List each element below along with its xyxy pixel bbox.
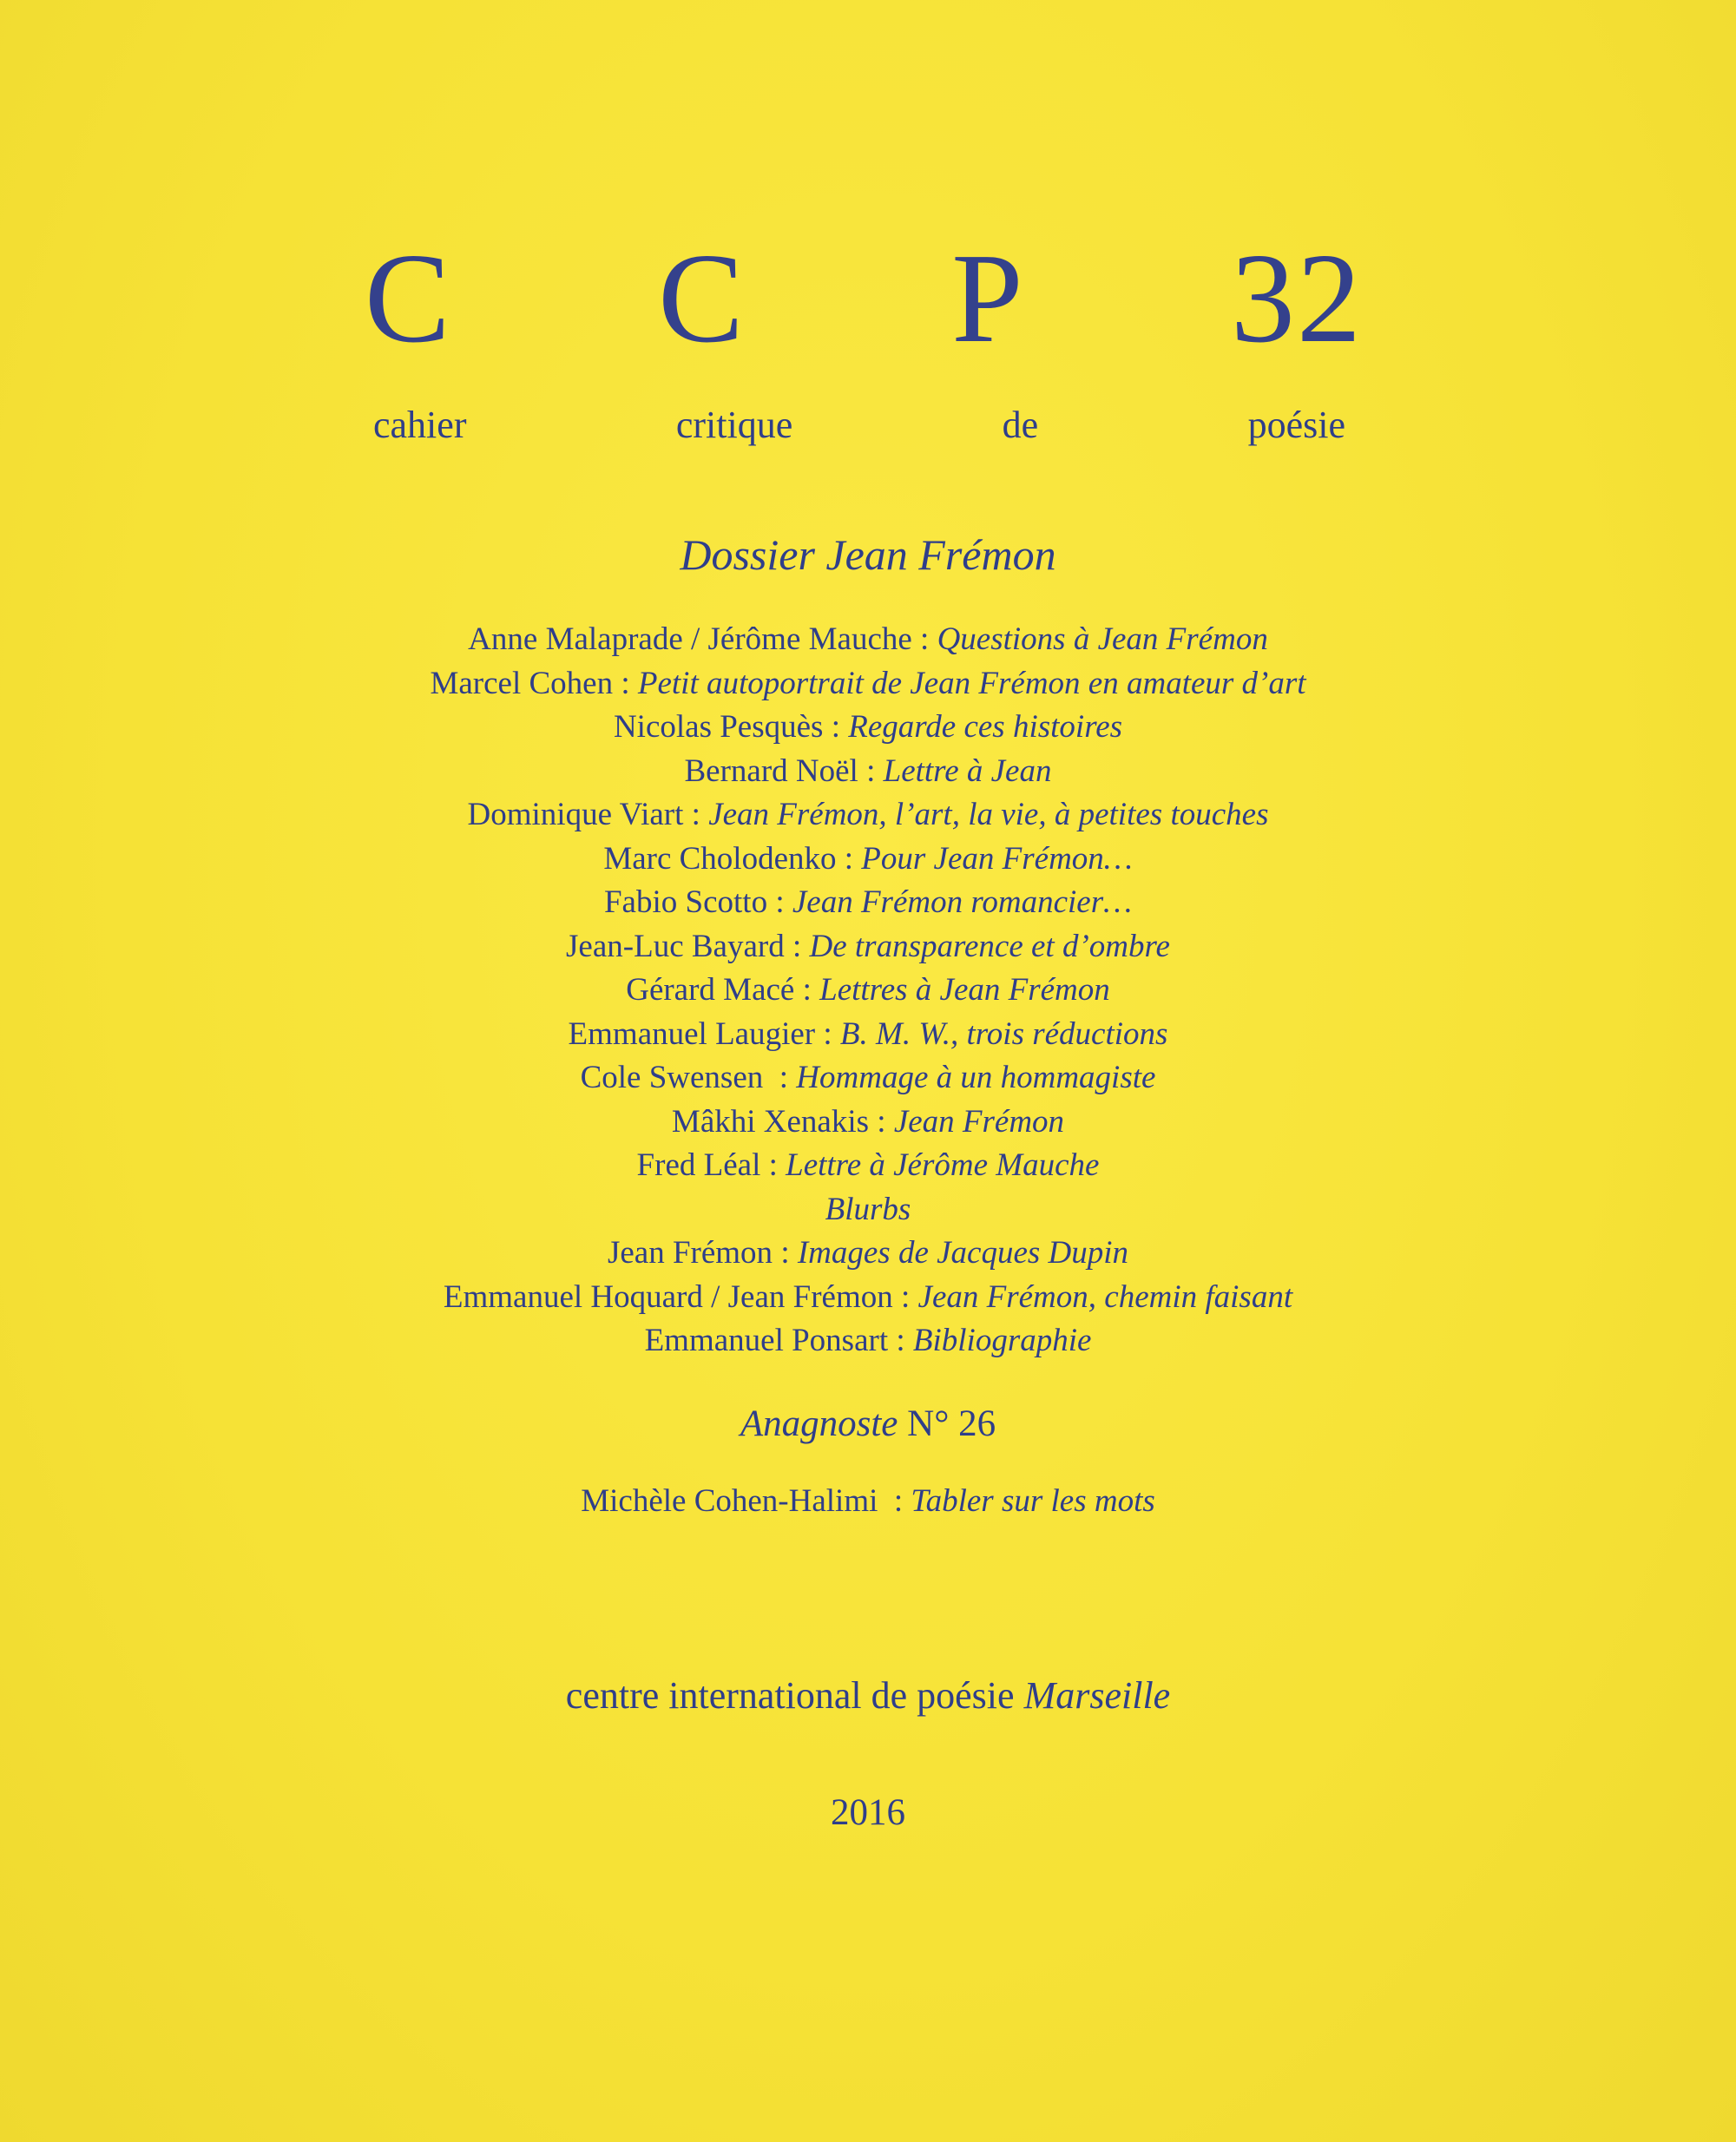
entry-author: Dominique Viart [467, 797, 684, 832]
entry-separator: : [760, 1147, 786, 1183]
contents-entry [0, 1101, 1736, 1145]
subtitle-word-critique: critique [675, 404, 793, 446]
contents-entry [0, 1232, 1736, 1276]
entry-author: Fred Léal [636, 1147, 761, 1183]
contents-entry [0, 706, 1736, 750]
contents-entry [0, 925, 1736, 969]
entry-author: Jean-Luc Bayard [566, 928, 785, 964]
publisher-line [0, 1673, 1736, 1718]
entry-author: Cole Swensen [580, 1060, 764, 1095]
masthead-letter-p: P [951, 227, 1025, 370]
anagnoste-number: N° 26 [898, 1403, 996, 1444]
entry-author: Gérard Macé [626, 972, 795, 1008]
anagnoste-entry [0, 1482, 1736, 1520]
entry-author: Anne Malaprade / Jérôme Mauche [468, 621, 912, 657]
subtitle-word-de: de [1002, 404, 1039, 446]
issue-number: 32 [1230, 227, 1363, 370]
contents-entry [0, 969, 1736, 1013]
entry-author: Michèle Cohen-Halimi [581, 1483, 878, 1519]
contents-entry [0, 1144, 1736, 1188]
entry-title: Jean Frémon romancier… [792, 884, 1133, 920]
entry-author: Fabio Scotto [603, 884, 768, 920]
entry-author: Nicolas Pesquès [613, 709, 824, 745]
entry-title: Lettre à Jérôme Mauche [786, 1147, 1100, 1183]
contents-entry [0, 662, 1736, 706]
entry-author: Emmanuel Hoquard / Jean Frémon [443, 1278, 893, 1315]
entry-title: Tabler sur les mots [911, 1483, 1155, 1519]
entry-title: Images de Jacques Dupin [797, 1235, 1129, 1271]
contents-entry [0, 1013, 1736, 1057]
table-of-contents [0, 618, 1736, 1363]
anagnoste-heading [0, 1403, 1736, 1445]
entry-author: Bernard Noël [684, 752, 858, 789]
entry-title: Lettre à Jean [883, 752, 1052, 789]
contents-entry [0, 793, 1736, 838]
entry-separator: : [815, 1015, 840, 1052]
subtitle-word-poesie: poésie [1247, 404, 1345, 446]
entry-title: Jean Frémon, l’art, la vie, à petites touches [708, 797, 1269, 832]
anagnoste-title: Anagnoste [740, 1403, 898, 1444]
contents-entry [0, 618, 1736, 662]
contents-entry [0, 1188, 1736, 1232]
contents-entry [0, 1276, 1736, 1320]
dossier-heading: Dossier Jean Frémon [680, 530, 1056, 579]
publication-year: 2016 [831, 1792, 905, 1833]
entry-separator: : [836, 840, 862, 877]
entry-separator: : [773, 1235, 798, 1271]
entry-separator: : [784, 928, 810, 964]
entry-title: Pour Jean Frémon… [861, 840, 1133, 877]
masthead-letter-c2: C [658, 227, 746, 370]
entry-title: B. M. W., trois réductions [839, 1015, 1168, 1052]
entry-title: Blurbs [825, 1191, 911, 1227]
masthead [365, 227, 1363, 370]
publisher-name: centre international de poésie [565, 1674, 1024, 1717]
entry-author: Jean Frémon [607, 1235, 773, 1271]
contents-entry [0, 750, 1736, 794]
entry-author: Emmanuel Ponsart [644, 1323, 889, 1358]
entry-separator: : [683, 797, 709, 832]
entry-separator: : [794, 972, 820, 1008]
contents-entry [0, 881, 1736, 925]
contents-entry [0, 1056, 1736, 1101]
entry-title: Hommage à un hommagiste [796, 1060, 1156, 1095]
entry-author: Emmanuel Laugier [568, 1015, 816, 1052]
masthead-letter-c1: C [365, 227, 452, 370]
entry-separator: : [911, 621, 937, 657]
entry-separator: : [869, 1103, 894, 1140]
entry-separator: : [767, 884, 792, 920]
entry-author: Mâkhi Xenakis [671, 1103, 870, 1140]
entry-separator: : [763, 1060, 797, 1095]
entry-separator: : [892, 1278, 918, 1315]
contents-entry [0, 1319, 1736, 1363]
entry-author: Marcel Cohen [430, 665, 614, 701]
entry-title: Regarde ces histoires [848, 709, 1123, 745]
entry-title: Petit autoportrait de Jean Frémon en amateur d’art [637, 665, 1306, 701]
entry-title: De transparence et d’ombre [809, 928, 1170, 964]
publisher-city: Marseille [1023, 1674, 1171, 1717]
entry-title: Questions à Jean Frémon [937, 621, 1268, 657]
entry-title: Jean Frémon, chemin faisant [917, 1278, 1293, 1315]
subtitle-word-cahier: cahier [373, 404, 467, 446]
entry-separator: : [888, 1323, 913, 1358]
entry-separator: : [613, 665, 638, 701]
contents-entry [0, 838, 1736, 882]
entry-author: Marc Cholodenko [603, 840, 837, 877]
entry-title: Bibliographie [912, 1323, 1092, 1358]
entry-separator: : [858, 752, 884, 789]
entry-title: Lettres à Jean Frémon [819, 972, 1110, 1008]
entry-separator: : [878, 1483, 911, 1519]
entry-separator: : [823, 709, 849, 745]
entry-title: Jean Frémon [893, 1103, 1065, 1140]
journal-subtitle [373, 406, 1345, 444]
